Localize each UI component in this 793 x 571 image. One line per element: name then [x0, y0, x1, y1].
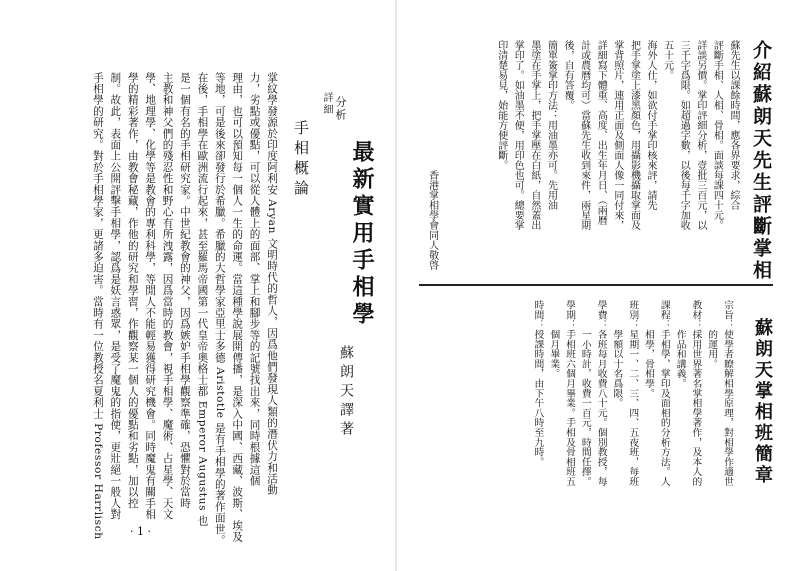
translator-credit: 蘇朗天譯著 [338, 345, 354, 440]
left-body-text [89, 72, 280, 546]
text-line: 教材：採用世界著名掌相學著作，及本人的 [690, 300, 702, 487]
text-line: 學、地理學、化學等是教會的專利科學，等閒人不能輕易獲得研究機會。同時魔鬼有關手相 [144, 72, 157, 520]
text-line: 海外人仕，如欲付手掌印核來評，請先 [645, 40, 657, 210]
course-title: 蘇朗天掌相班簡章 [752, 318, 773, 486]
text-line: 的運用。 [706, 300, 718, 369]
page-number: · 1 · [130, 525, 151, 538]
text-line: 墨塗在手掌上，把手掌壓在白紙，自然蓋出 [528, 40, 540, 230]
text-line: 課程：手相學，掌印及面相的分析方法。人 [658, 300, 670, 487]
section-divider [419, 284, 773, 286]
text-line: 制。故此，表面上公開評擊手相學，認爲是妖言惑眾，是受了魔鬼的指使，更壯絕一般人對 [109, 72, 122, 520]
text-line: 是一個有名的手相研究家。中世紀教會的神父，因爲嫉妒手相學觀察準確，恐懼對於當時 [178, 72, 191, 509]
text-line: 力，劣點或優點，可以從人體上的面部、掌上和腳步等的記號找出來，同時根據這個 [248, 72, 261, 487]
text-line: 時間：授課時間，由下午八時至九時。 [532, 300, 544, 467]
text-line: 一小時計，收費一百元，時間任擇。 [579, 300, 591, 487]
text-line: 相學，骨相學。 [643, 300, 655, 398]
course-details [530, 300, 735, 538]
intro-title: 介紹蘇朗天先生評斷掌相 [750, 40, 772, 282]
series-label-2: 分析 [334, 96, 347, 122]
text-line: 學期：手相班六個月畢業。手相及骨相班五 [564, 300, 576, 487]
text-line: 主教和神父們的殘忍性和野心有所洩露，因爲當時的教會，視手相學、魔術、占星學、天文 [161, 72, 174, 520]
text-line: 手相學的研究。對於手相學家，更諸多迫害。當時有一位教授名夏利士 Professor Harrlisch [91, 72, 104, 540]
text-line: 詳談另價。掌印評細分析，壹批三百元，以 [694, 40, 706, 230]
text-line: 在後，手相學在歐洲流行起來，甚至羅馬帝國第一代皇帝奧格士都 Emperor Augustus 也 [196, 72, 209, 527]
text-line: 評斷手相、人相、骨相。面談每課四十元。 [711, 40, 723, 230]
text-line: 宗旨：使學者瞭解相學原理，對相學作適世 [722, 300, 733, 487]
book-title: 最新實用手相學 [349, 140, 375, 329]
text-line: 簡單簽掌印方法：用油墨亦可。先用油 [545, 40, 557, 210]
association-signature: 香港掌相學會同人敬啓 [426, 170, 438, 270]
text-line: 作品和講義。 [674, 300, 686, 389]
text-line: 掌背照片，連用正面及側面人像一同付來， [611, 40, 623, 230]
left-page [0, 0, 396, 571]
text-line: 三千字爲限。如超過字數，以後每千字加收 [678, 40, 690, 230]
text-line: 理由，也可以預知每一個人一生的命運。當這種學說展開傳播，是深入中國、西藏、波斯、埃及 [231, 72, 244, 543]
section-title: 手相概論 [292, 120, 310, 200]
text-line: 學的精彩著作，由教會秘藏，作他的研究和學習，作觀察某一個人的優點和劣點，加以控 [126, 72, 139, 509]
text-line: 計或農曆均可）當蘇先生收到來件，兩星期 [578, 40, 590, 230]
text-line: 班別：星期一、二、三、四、五夜班，每班 [627, 300, 639, 487]
text-line: 掌紋學發源於印度阿利安 Aryan 文明時代的哲人，因爲他們發現人類的潛伏力和活動 [266, 72, 278, 496]
text-line: 蘇先生以課餘時間，應各界要求，綜合 [728, 40, 739, 210]
text-line: 五十元。 [661, 40, 673, 80]
text-line: 印清楚易見，始能方便評斷。 [495, 40, 507, 170]
text-line: 後，自有答覆。 [562, 40, 574, 110]
series-label-1: 詳細 [321, 92, 332, 116]
right-page [397, 0, 793, 571]
text-line: 個月畢業。 [548, 300, 560, 379]
text-line: 詳細寫下體重、高度、出生年月日、（兩曆 [595, 40, 607, 225]
text-line: 學費：各班每月收費八十元。個別教授，每 [595, 300, 607, 487]
text-line: 把手掌塗上漆黑顏色，用攝影機攝取掌面及 [628, 40, 640, 230]
text-line: 等地，可是後來卻發行於希臘。希臘的大哲學家亞里士多德 Aristotle 是有手相學的著作面世。 [213, 72, 226, 546]
text-line: 掌印了。如油墨不便，用印色也可。總要掌 [512, 40, 524, 230]
intro-text [492, 40, 741, 270]
text-line: 學額以十名爲限。 [611, 300, 623, 408]
